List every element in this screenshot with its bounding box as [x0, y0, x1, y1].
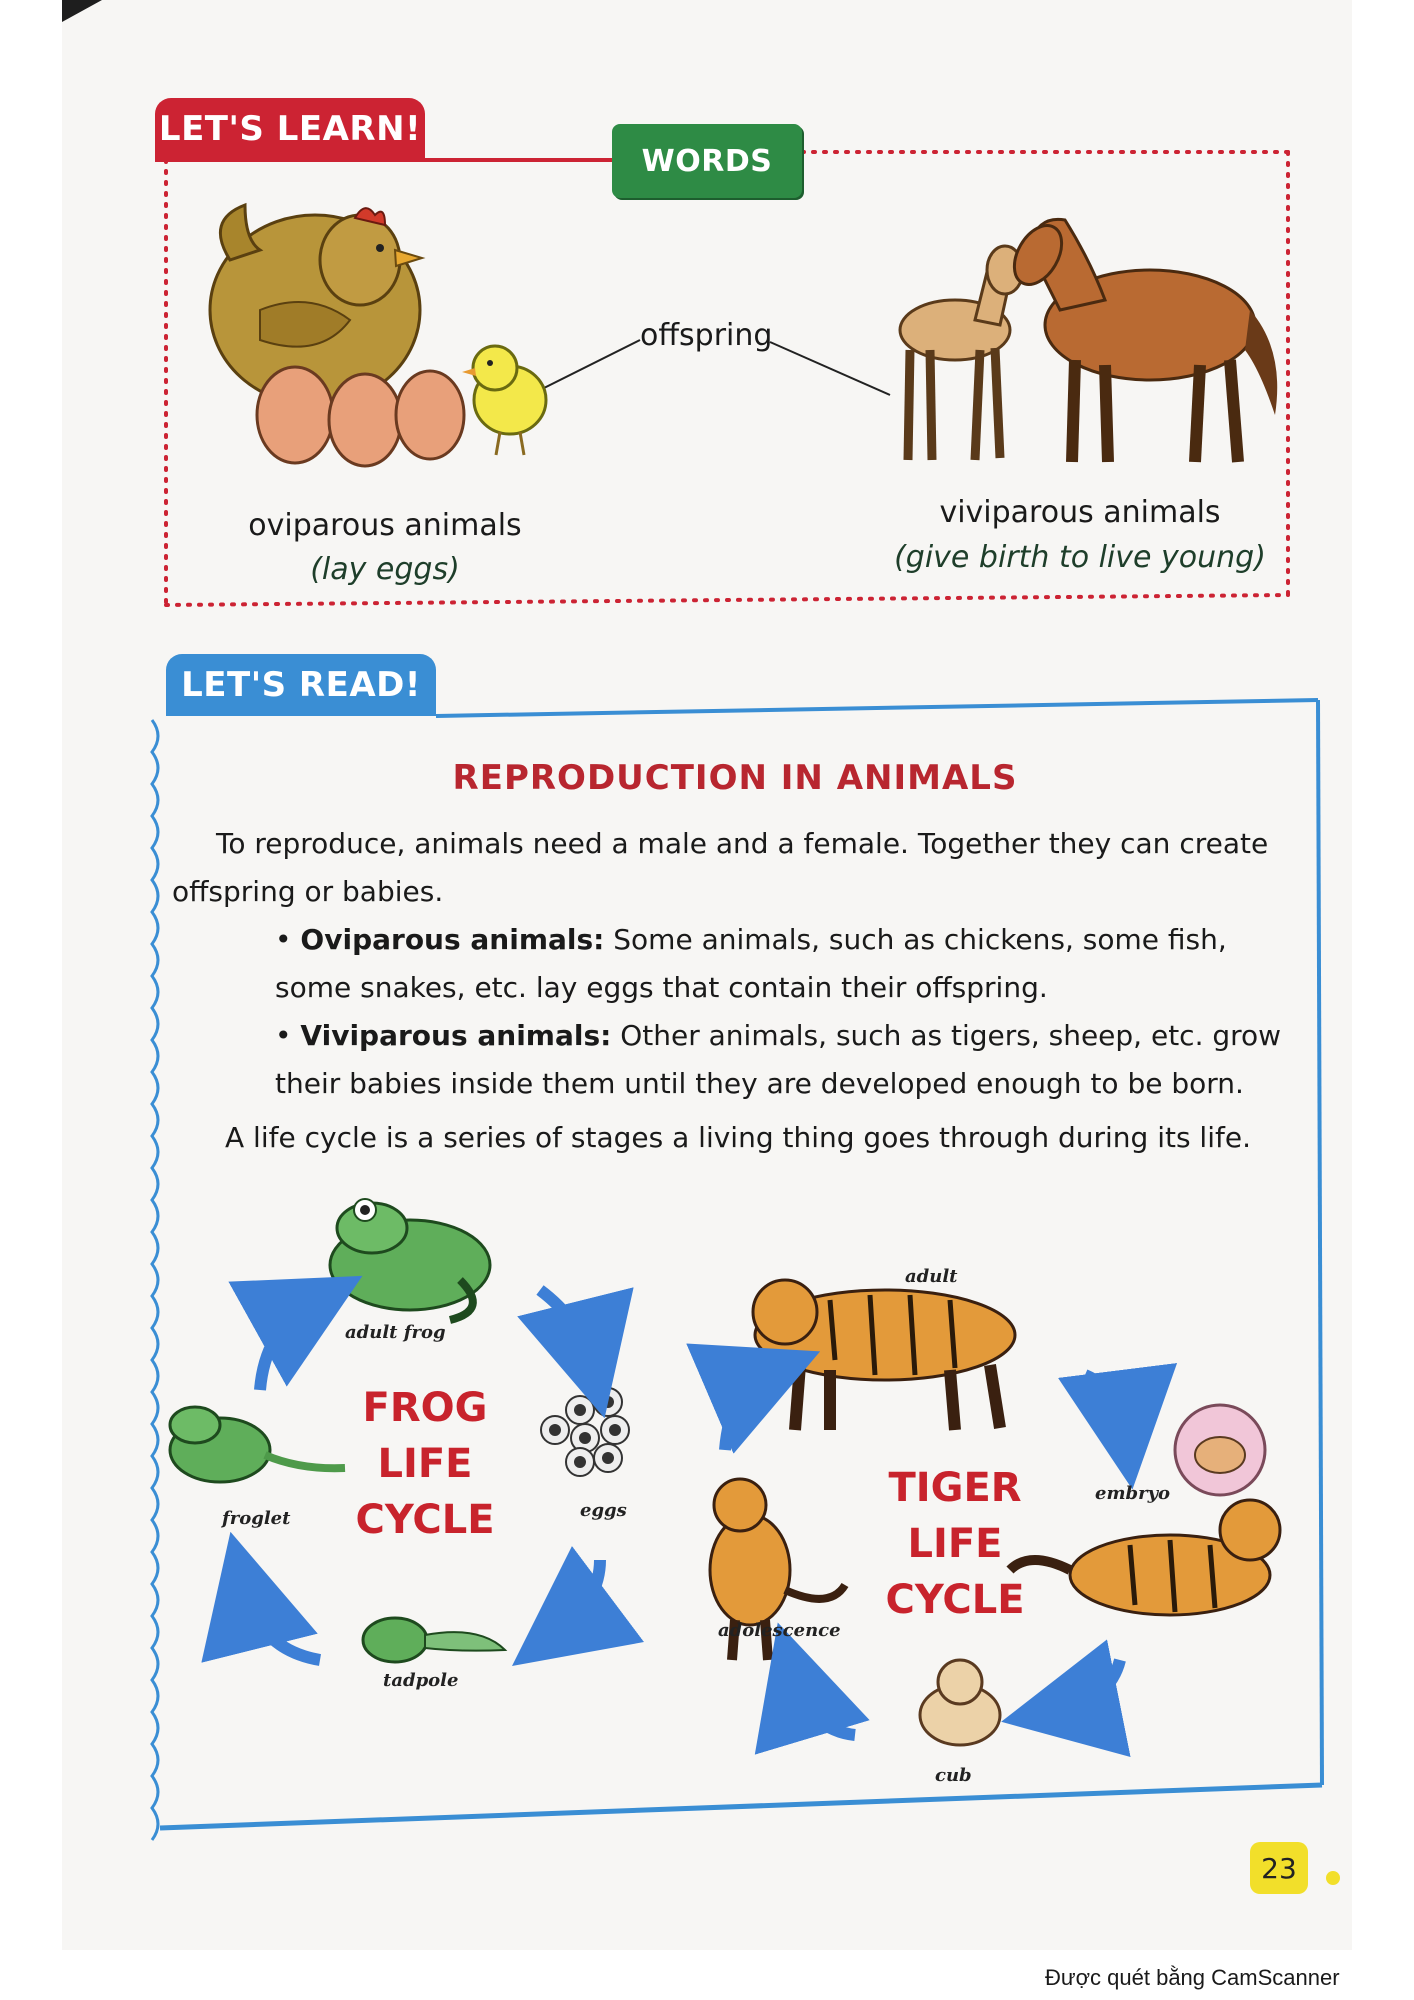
arrow-adolescence-to-adult — [725, 1375, 765, 1450]
offspring-label: offspring — [640, 318, 773, 353]
bullet-viviparous: • Viviparous animals: Other animals, such as tigers, sheep, etc. grow their babies inside them until they are developed enough to be born. — [275, 1019, 1282, 1100]
tiger-title-line3: CYCLE — [885, 1577, 1025, 1623]
oviparous-subcaption: (lay eggs) — [310, 552, 460, 587]
foal — [900, 246, 1023, 460]
label-tadpole: tadpole — [383, 1670, 459, 1691]
adult-tiger — [753, 1280, 1015, 1430]
tiger-title-line1: TIGER — [888, 1465, 1022, 1511]
pregnant-tiger — [1010, 1500, 1280, 1615]
label-adult-tiger: adult — [905, 1266, 958, 1287]
lifecycle-sentence: A life cycle is a series of stages a living thing goes through during its life. — [225, 1121, 1251, 1154]
label-froglet: froglet — [222, 1508, 291, 1529]
arrow-eggs-to-tadpole — [560, 1560, 600, 1630]
arrow-cub-to-adolescence — [795, 1680, 855, 1735]
embryo-bubble — [1175, 1405, 1265, 1495]
horse — [1005, 217, 1278, 462]
chick — [462, 346, 546, 455]
adult-frog — [330, 1199, 490, 1320]
tiger-cub — [920, 1660, 1000, 1745]
frog-title-line1: FROG — [362, 1385, 488, 1431]
eggs — [257, 367, 464, 466]
frog-title-line2: LIFE — [377, 1441, 473, 1487]
viviparous-caption: viviparous animals — [939, 495, 1221, 530]
viviparous-subcaption: (give birth to live young) — [894, 540, 1266, 575]
bullet-oviparous: • Oviparous animals: Some animals, such as chickens, some fish, some snakes, etc. lay eggs that contain their offspring. — [275, 923, 1227, 1004]
bullet-viviparous-term: Viviparous animals: — [300, 1019, 612, 1052]
label-cub: cub — [935, 1765, 972, 1786]
arrow-froglet-to-adult — [260, 1305, 310, 1390]
label-embryo: embryo — [1095, 1483, 1171, 1504]
page-number: 23 — [1250, 1842, 1308, 1894]
bullet-viviparous-text: Other animals, such as tigers, sheep, etc. grow their babies inside them until they are developed enough to be born. — [275, 1019, 1282, 1100]
arrow-adult-to-eggs — [540, 1290, 590, 1360]
hen-illustration — [200, 200, 580, 470]
tiger-title-line2: LIFE — [907, 1521, 1003, 1567]
arrow-adult-to-embryo — [1085, 1375, 1125, 1430]
lets-learn-tab: LET'S LEARN! — [155, 98, 425, 160]
label-adult-frog: adult frog — [345, 1322, 446, 1343]
words-tab: WORDS — [612, 124, 802, 198]
bullet-oviparous-term: Oviparous animals: — [300, 923, 605, 956]
reading-title: REPRODUCTION IN ANIMALS — [452, 758, 1018, 798]
label-frog-eggs: eggs — [580, 1500, 627, 1521]
bullet-oviparous-text: Some animals, such as chickens, some fish, some snakes, etc. lay eggs that contain their offspring. — [275, 923, 1227, 1004]
frog-title-line3: CYCLE — [355, 1497, 495, 1543]
scanner-footer: Được quét bằng CamScanner — [1045, 1965, 1340, 1990]
lets-read-tab: LET'S READ! — [166, 654, 436, 716]
tadpole — [363, 1618, 505, 1662]
arrow-tadpole-to-froglet — [245, 1590, 320, 1660]
horse-illustration — [880, 200, 1290, 480]
oviparous-caption: oviparous animals — [248, 508, 522, 543]
label-adolescence: adolescence — [718, 1620, 841, 1641]
tiger-cycle-title — [870, 1460, 1040, 1628]
page-number-dot — [1326, 1871, 1340, 1885]
intro-paragraph: To reproduce, animals need a male and a female. Together they can create offspring or babies. — [172, 827, 1269, 908]
frog-eggs — [541, 1388, 629, 1476]
froglet — [170, 1407, 345, 1482]
frog-cycle-title — [345, 1380, 505, 1548]
arrow-embryo-to-cub — [1060, 1660, 1120, 1710]
